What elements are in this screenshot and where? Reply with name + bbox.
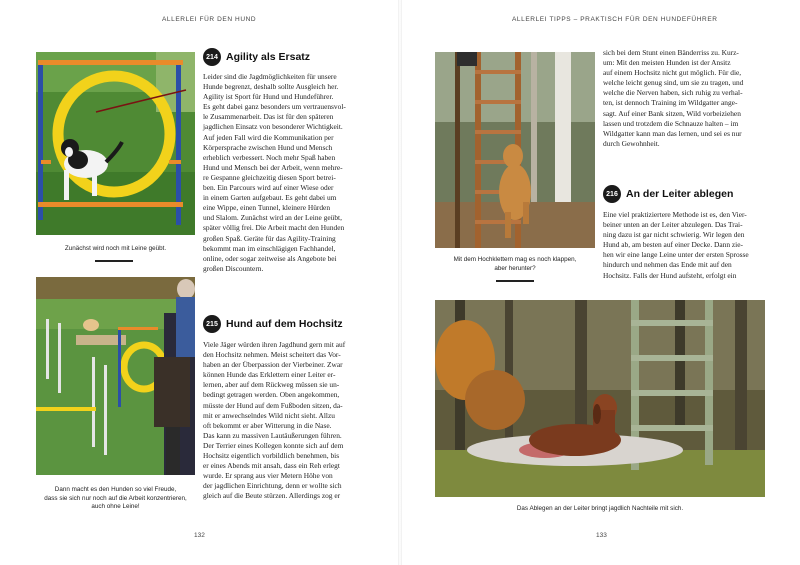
text-line: oft bekommt er aber Witterung in die Nase. [203,420,332,430]
text-line: welche leicht genug sind, um sie zu tragen, und [603,78,744,88]
text-line: erheblich verbessert. Noch mehr Spaß haben [203,152,336,162]
text-line: sagt. Auf einer Bank sitzen, Wild vorbeiziehen [603,108,741,118]
text-line: ben. Ein Parcours wird auf einer Wiese oder [203,183,334,193]
caption-line: Mit dem Hochklettern mag es noch klappen, [453,256,577,263]
dog-blanket-image [435,300,765,497]
photo-caption: Das Ablegen an der Leiter bringt jagdlich Nachteile mit sich. [516,505,684,512]
text-line: sich bei dem Stunt einen Bänderriss zu. Kurz- [603,48,739,57]
text-line: welche die Nerven haben, sich ruhig zu verhal- [603,88,743,98]
text-line: bedingt getragen werden. Oben angekommen, [203,390,340,400]
text-line: durch Gewohnheit. [603,138,660,148]
text-line: hindurch und nehmen das Ende mit auf den [603,260,732,270]
text-line: lernen, aber auf dem Rückweg müssen sie un- [203,380,340,390]
text-line: online, oder sogar zeitweise als Angebote bei [203,253,337,263]
text-line: und Slalom. Zunächst wird an der Leine geübt, [203,213,342,223]
running-head: ALLERLEI FÜR DEN HUND [162,16,257,23]
page-number: 132 [194,532,205,539]
text-line: Hund und Mensch bei der Arbeit, wenn mehre- [203,162,343,172]
text-line: le Zusammenarbeit. Das ist für den späteren [203,112,334,122]
text-line: Wildgatter kann man das lernen, und sei es nur [603,128,742,138]
photo-caption [435,256,595,273]
text-line: gleich auf die Beute stürzen. Allerdings zog er [203,491,341,501]
photo-dog-ladder [435,52,595,248]
photo-agility-course [36,277,195,475]
caption-line: Dann macht es den Hunden so viel Freude, [54,486,177,493]
photo-caption [36,486,195,512]
text-line: Agility ist Sport für Hund und Hundeführer. [203,92,334,102]
text-line: haben an der Überpassion der Vierbeiner. Zwar [203,360,343,370]
section-heading-214 [203,48,310,66]
text-line: mit er anwechselndes Wild nicht sieht. Allzu [203,410,335,420]
text-line: großen Spaß. Geräte für das Agility-Training [203,233,336,243]
right-page [400,0,800,565]
text-line: Hunde begrenzt, deshalb sollte Ausgleich her. [203,82,339,92]
text-line: um: Mit den meisten Hunden ist der Ansitz [603,58,731,68]
text-line: Körpersprache zwischen Hund und Mensch [203,142,333,152]
agility-course-image [36,277,195,475]
agility-hoop-image [36,52,195,235]
section-heading-216 [603,185,733,203]
section-number-badge: 215 [203,315,221,333]
photo-dog-blanket [435,300,765,497]
text-line: wurde. Er sprang aus vier Metern Höhe von [203,471,333,481]
section-body-214 [203,72,346,274]
text-line: Hochsitz. Falls der Hund aufsteht, erfolgt ein [603,270,737,280]
caption-rule [496,280,534,282]
text-line: Das kann zu massiven Lautäußerungen führen. [203,430,342,440]
text-line: Auf jeden Fall wird die Kommunikation per [203,132,334,142]
text-line: können Hunde das Erklettern einer Leiter er- [203,370,336,380]
text-line: den Hochsitz nehmen. Meist scheitert das Vor- [203,350,341,360]
section-body-215-continued [603,48,743,149]
text-line: großen Discountern. [203,263,264,273]
text-line: in einem Garten aufgebaut. Es geht dabei um [203,193,337,203]
text-line: eine Wippe, einen Tunnel, kleinere Hürden [203,203,331,213]
caption-line: aber herunter? [494,264,536,272]
page-number: 133 [596,532,607,539]
caption-line: dass sie sich nur noch auf die Arbeit konzentrieren, [44,494,187,502]
caption-rule [95,260,133,262]
photo-agility-hoop [36,52,195,235]
text-line: ning dazu ist gar nicht schwierig. Wir legen den [603,230,745,240]
running-head: ALLERLEI TIPPS – PRAKTISCH FÜR DEN HUNDEFÜHRER [512,16,718,23]
text-line: müsste der Hund auf dem Fußboden sitzen, da- [203,400,343,410]
text-line: auf einem Hochsitz nicht gut möglich. Für die, [603,68,742,78]
section-number-badge: 216 [603,185,621,203]
text-line: hen wir eine lange Leine unter der ersten Sprosse [603,250,749,260]
text-line: Es geht dabei ganz besonders um vertrauensvol- [203,102,346,112]
section-title: Hund auf dem Hochsitz [226,318,343,330]
text-line: Der Terrier eines Kollegen konnte sich auf dem [203,440,344,450]
text-line: lassen und trotzdem die Schnauze halten – im [603,118,739,128]
text-line: Hund ab, am besten auf einer Decke. Dann zie- [603,240,743,250]
text-line: bekommt man im einschlägigen Fachhandel, [203,243,336,253]
text-line: später völlig frei. Die Arbeit macht den Hunden [203,223,345,233]
section-number-badge: 214 [203,48,221,66]
text-line: ten, ist dennoch Training im Wildgatter ange- [603,98,738,108]
text-line: er eines Abends mit ansah, dass ein Reh erlegt [203,461,340,471]
section-heading-215 [203,315,343,333]
text-line: Viele Jäger würden ihren Jagdhund gern mit auf [203,340,346,349]
section-body-215 [203,340,345,502]
text-line: Hochsitz eigentlich vorbildlich benehmen, bis [203,451,340,461]
section-body-216 [603,210,749,281]
text-line: Leider sind die Jagdmöglichkeiten für unsere [203,72,337,81]
photo-caption: Zunächst wird noch mit Leine geübt. [64,245,167,252]
text-line: re Gespanne gleichzeitig diesen Sport betrei- [203,172,336,182]
dog-ladder-image [435,52,595,248]
text-line: beiner unten an der Leiter abzulegen. Das Trai- [603,220,743,230]
section-title: Agility als Ersatz [226,51,311,63]
section-title: An der Leiter ablegen [626,188,734,200]
text-line: Eine viel praktiziertere Methode ist es, den Vier- [603,210,747,219]
caption-line: auch ohne Leine! [91,503,140,510]
text-line: jagdlichen Einsatz von besonderer Wichtigkeit. [203,122,343,132]
text-line: der jagdlichen Einrichtung, denn er wollte sich [203,481,342,491]
